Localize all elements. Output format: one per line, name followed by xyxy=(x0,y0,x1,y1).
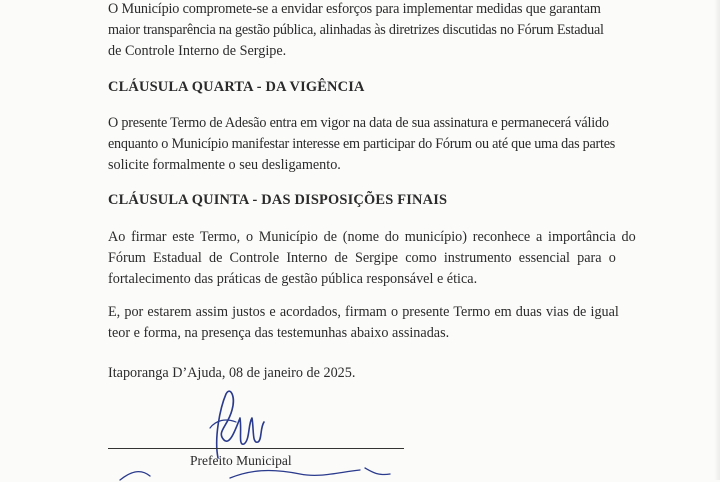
clause-five-paragraph-2 xyxy=(108,302,622,344)
text-line: O Município compromete-se a envidar esforços para implementar medidas que garantam xyxy=(108,1,601,17)
clause-four-paragraph xyxy=(108,113,622,176)
text-line: teor e forma, na presença das testemunhas abaixo assinadas. xyxy=(108,325,450,341)
clause-four-heading: CLÁUSULA QUARTA - DA VIGÊNCIA xyxy=(108,79,365,95)
text-line: Fórum Estadual de Controle Interno de Sergipe como instrumento essencial para o xyxy=(108,250,616,266)
text-line: E, por estarem assim justos e acordados, firmam o presente Termo em duas vias de igual xyxy=(108,304,619,320)
text-line: enquanto o Município manifestar interesse em participar do Fórum ou até que uma das partes xyxy=(108,136,616,152)
commitment-paragraph xyxy=(108,0,622,62)
text-line: maior transparência na gestão pública, alinhadas às diretrizes discutidas no Fórum Estadual xyxy=(108,22,604,38)
text-line: fortalecimento das práticas de gestão pública responsável e ética. xyxy=(108,271,478,287)
clause-five-heading: CLÁUSULA QUINTA - DAS DISPOSIÇÕES FINAIS xyxy=(108,192,448,208)
text-line: Ao firmar este Termo, o Município de (nome do município) reconhece a importância do xyxy=(108,229,636,245)
signature-label: Prefeito Municipal xyxy=(190,453,292,468)
clause-five-paragraph-1 xyxy=(108,227,636,290)
text-line: solicite formalmente o seu desligamento. xyxy=(108,157,341,173)
text-line: de Controle Interno de Sergipe. xyxy=(108,43,287,59)
text-line: O presente Termo de Adesão entra em vigor na data de sua assinatura e permanecerá válido xyxy=(108,115,609,131)
signature-line xyxy=(108,448,404,449)
page-edge-shadow xyxy=(714,0,720,480)
place-date: Itaporanga D’Ajuda, 08 de janeiro de 2025. xyxy=(108,365,356,381)
second-signature-strokes xyxy=(110,462,400,482)
